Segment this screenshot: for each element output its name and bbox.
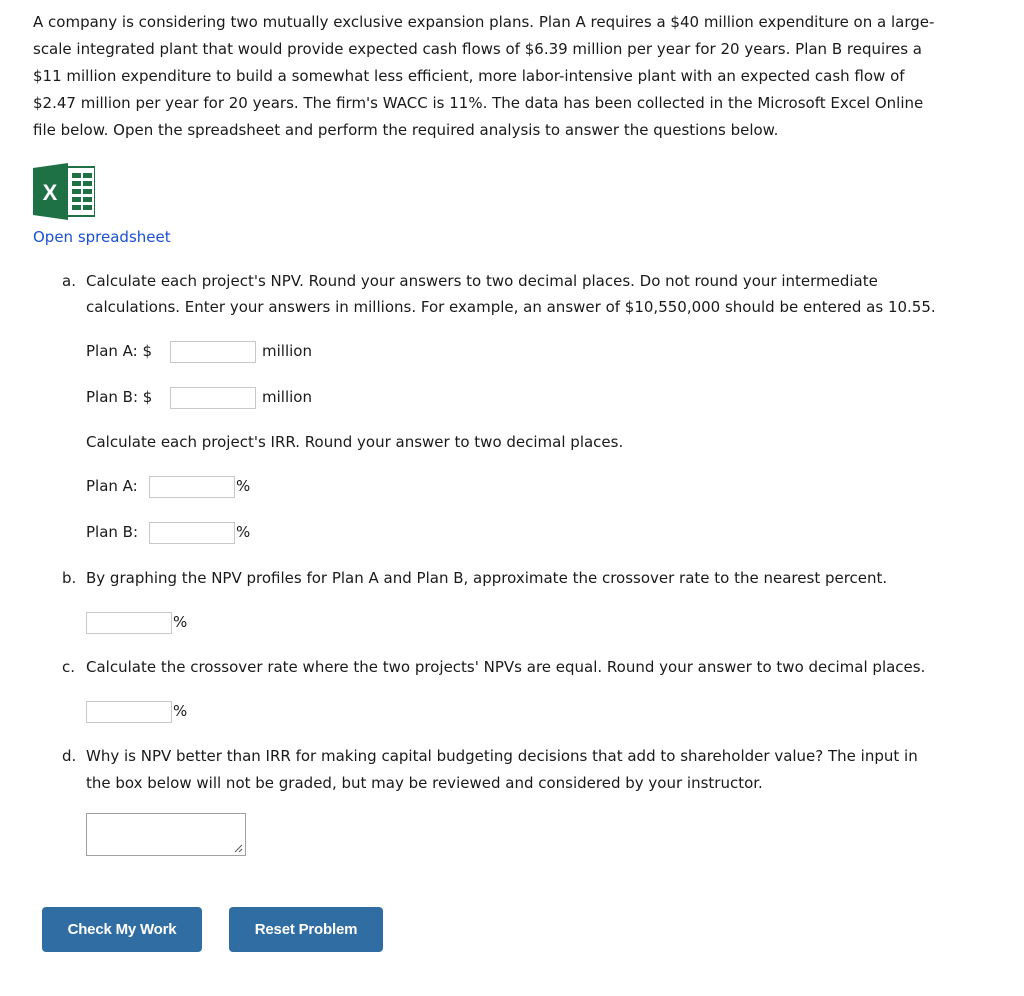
crossover-approx-unit: %: [173, 613, 188, 631]
npv-plan-b-input[interactable]: [170, 387, 256, 409]
irr-plan-a-input[interactable]: [149, 476, 235, 498]
irr-plan-a-label: Plan A:: [86, 477, 138, 495]
npv-plan-b-label: Plan B: $: [86, 388, 153, 406]
irr-plan-a-unit: %: [236, 477, 251, 495]
problem-line: $2.47 million per year for 20 years. The firm's WACC is 11%. The data has been collected in the Microsoft Excel Online: [33, 94, 924, 112]
excel-icon[interactable]: [33, 163, 95, 220]
part-d-text-line1: Why is NPV better than IRR for making capital budgeting decisions that add to shareholder value? The input in: [86, 747, 918, 765]
resize-grip-icon[interactable]: [233, 843, 243, 853]
npv-plan-a-unit: million: [262, 342, 312, 360]
part-d-letter: d.: [62, 747, 77, 765]
irr-plan-b-label: Plan B:: [86, 523, 139, 541]
problem-line: A company is considering two mutually exclusive expansion plans. Plan A requires a $40 million expenditure on a large-: [33, 13, 935, 31]
part-b-text: By graphing the NPV profiles for Plan A and Plan B, approximate the crossover rate to the nearest percent.: [86, 569, 888, 587]
irr-plan-b-unit: %: [236, 523, 251, 541]
crossover-exact-unit: %: [173, 702, 188, 720]
part-c-letter: c.: [62, 658, 76, 676]
problem-line: $11 million expenditure to build a somewhat less efficient, more labor-intensive plant with an expected cash flow of: [33, 67, 905, 85]
npv-vs-irr-textarea[interactable]: [86, 813, 246, 856]
check-my-work-button[interactable]: Check My Work: [42, 907, 202, 952]
part-a-text-line2: calculations. Enter your answers in millions. For example, an answer of $10,550,000 should be entered as 10.55.: [86, 298, 936, 316]
open-spreadsheet-link[interactable]: Open spreadsheet: [33, 228, 171, 246]
problem-line: file below. Open the spreadsheet and perform the required analysis to answer the questions below.: [33, 121, 779, 139]
problem-line: scale integrated plant that would provide expected cash flows of $6.39 million per year for 20 years. Plan B requires a: [33, 40, 922, 58]
crossover-approx-input[interactable]: [86, 612, 172, 634]
reset-problem-button[interactable]: Reset Problem: [229, 907, 383, 952]
problem-statement: [33, 9, 998, 144]
part-d-text-line2: the box below will not be graded, but may be reviewed and considered by your instructor.: [86, 774, 763, 792]
crossover-exact-input[interactable]: [86, 701, 172, 723]
part-c-text: Calculate the crossover rate where the two projects' NPVs are equal. Round your answer to two decimal places.: [86, 658, 926, 676]
part-a-letter: a.: [62, 272, 76, 290]
part-b-letter: b.: [62, 569, 77, 587]
part-a-text-line1: Calculate each project's NPV. Round your answers to two decimal places. Do not round your intermediate: [86, 272, 878, 290]
npv-plan-a-input[interactable]: [170, 341, 256, 363]
npv-plan-b-unit: million: [262, 388, 312, 406]
irr-prompt: Calculate each project's IRR. Round your answer to two decimal places.: [86, 433, 624, 451]
npv-plan-a-label: Plan A: $: [86, 342, 153, 360]
irr-plan-b-input[interactable]: [149, 522, 235, 544]
svg-text:X: X: [42, 180, 58, 205]
